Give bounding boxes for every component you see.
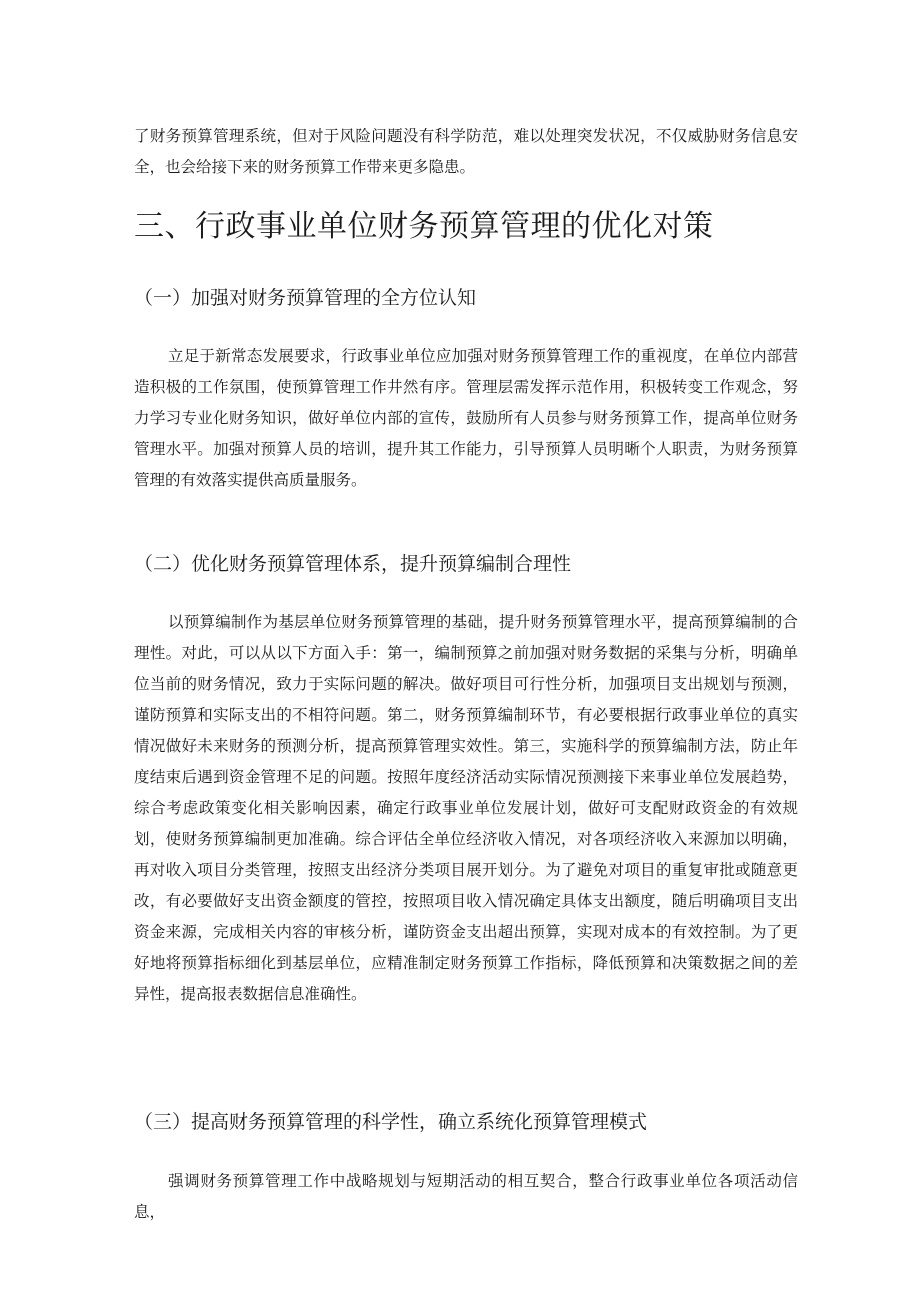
- section-heading: 三、行政事业单位财务预算管理的优化对策: [134, 209, 714, 244]
- subsection-1-heading: （一）加强对财务预算管理的全方位认知: [134, 287, 477, 309]
- subsection-3-heading: （三）提高财务预算管理的科学性，确立系统化预算管理模式: [134, 1111, 648, 1133]
- intro-paragraph: 了财务预算管理系统，但对于风险问题没有科学防范，难以处理突发状况，不仅威胁财务信息安全，也会给接下来的财务预算工作带来更多隐患。: [134, 127, 798, 176]
- subsection-1-paragraph: 立足于新常态发展要求，行政事业单位应加强对财务预算管理工作的重视度，在单位内部营造积极的工作氛围，使预算管理工作井然有序。管理层需发挥示范作用，积极转变工作观念，努力学习专业化财务知识，做好单位内部的宣传，鼓励所有人员参与财务预算工作，提高单位财务管理水平。加强对预算人员的培训，提升其工作能力，引导预算人员明晰个人职责，为财务预算管理的有效落实提供高质量服务。: [134, 347, 798, 489]
- subsection-3-paragraph: 强调财务预算管理工作中战略规划与短期活动的相互契合，整合行政事业单位各项活动信息，: [134, 1172, 798, 1221]
- subsection-2-heading: （二）优化财务预算管理体系，提升预算编制合理性: [134, 553, 572, 575]
- subsection-2-paragraph: 以预算编制作为基层单位财务预算管理的基础，提升财务预算管理水平，提高预算编制的合理性。对此，可以从以下方面入手：第一，编制预算之前加强对财务数据的采集与分析，明确单位当前的财务情况，致力于实际问题的解决。做好项目可行性分析，加强项目支出规划与预测，谨防预算和实际支出的不相符问题。第二，财务预算编制环节，有必要根据行政事业单位的真实情况做好未来财务的预测分析，提高预算管理实效性。第三，实施科学的预算编制方法，防止年度结束后遇到资金管理不足的问题。按照年度经济活动实际情况预测接下来事业单位发展趋势，综合考虑政策变化相关影响因素，确定行政事业单位发展计划，做好可支配财政资金的有效规划，使财务预算编制更加准确。综合评估全单位经济收入情况，对各项经济收入来源加以明确，再对收入项目分类管理，按照支出经济分类项目展开划分。为了避免对项目的重复审批或随意更改，有必要做好支出资金额度的管控，按照项目收入情况确定具体支出额度，随后明确项目支出资金来源，完成相关内容的审核分析，谨防资金支出超出预算，实现对成本的有效控制。为了更好地将预算指标细化到基层单位，应精准制定财务预算工作指标，降低预算和决策数据之间的差异性，提高报表数据信息准确性。: [134, 613, 798, 1003]
